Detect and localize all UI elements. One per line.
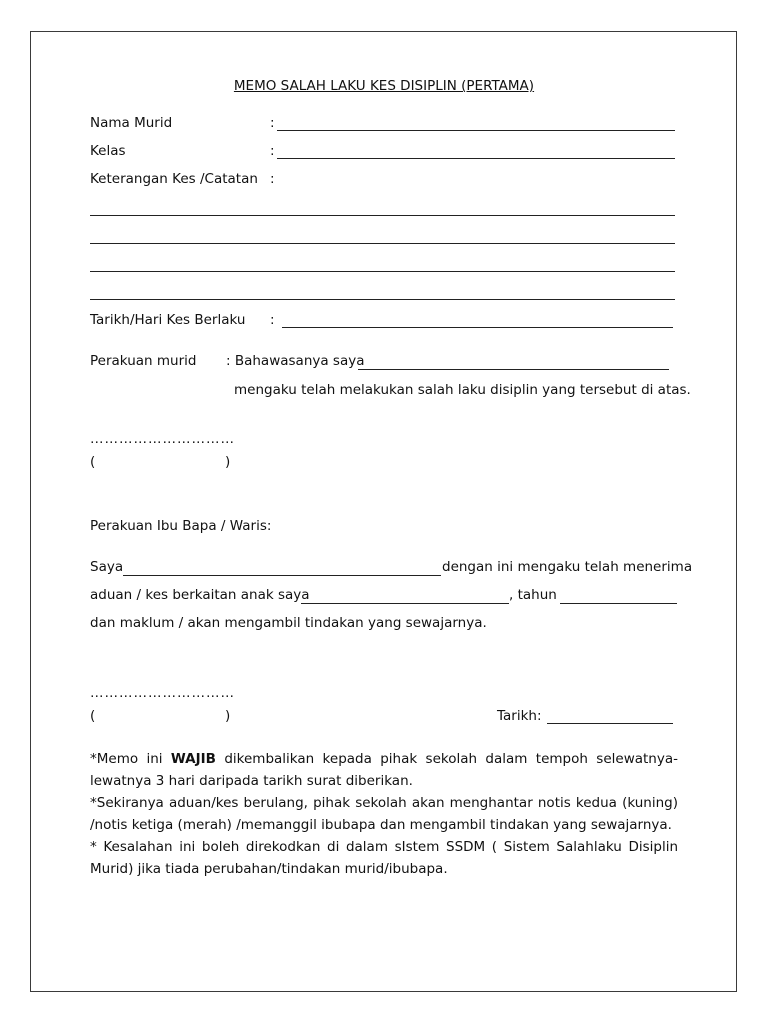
tahun-label: , tahun: [509, 587, 557, 603]
nama-anak-field[interactable]: [301, 603, 509, 604]
colon: :: [270, 171, 275, 187]
colon: :: [270, 115, 275, 131]
notes-block: [90, 748, 678, 880]
dengan-ini-text: dengan ini mengaku telah menerima: [442, 559, 693, 575]
nama-murid-field[interactable]: [277, 130, 675, 131]
tahun-field[interactable]: [560, 603, 677, 604]
paren-open: (: [90, 454, 96, 470]
note-wajib: [90, 748, 678, 792]
note-wajib-bold: WAJIB: [170, 751, 216, 767]
keterangan-line-1[interactable]: [90, 215, 675, 216]
kelas-field[interactable]: [277, 158, 675, 159]
tarikh-hari-field[interactable]: [282, 327, 673, 328]
nama-ibubapa-field[interactable]: [123, 575, 441, 576]
tarikh-label: Tarikh:: [497, 708, 542, 724]
keterangan-line-4[interactable]: [90, 299, 675, 300]
perakuan-murid-prefix: : Bahawasanya saya: [226, 353, 365, 369]
colon: :: [270, 143, 275, 159]
nama-murid-label: Nama Murid: [90, 115, 173, 131]
memo-title: MEMO SALAH LAKU KES DISIPLIN (PERTAMA): [233, 78, 535, 94]
nama-saya-field[interactable]: [358, 369, 669, 370]
student-signature-line[interactable]: …………………………: [90, 431, 235, 447]
aduan-text: aduan / kes berkaitan anak saya: [90, 587, 310, 603]
colon: :: [270, 312, 275, 328]
note-kesalahan: * Kesalahan ini boleh direkodkan di dalam sIstem SSDM ( Sistem Salahlaku Disiplin Murid) jika tiada perubahan/tindakan murid/ibubapa.: [90, 839, 678, 877]
dan-maklum-text: dan maklum / akan mengambil tindakan yang sewajarnya.: [90, 615, 487, 631]
keterangan-line-2[interactable]: [90, 243, 675, 244]
note-wajib-pre: *Memo ini: [90, 751, 171, 767]
paren-close: ): [225, 454, 231, 470]
tarikh-hari-label: Tarikh/Hari Kes Berlaku: [90, 312, 246, 328]
paren-close: ): [225, 708, 231, 724]
paren-open: (: [90, 708, 96, 724]
note-sekiranya: *Sekiranya aduan/kes berulang, pihak sekolah akan menghantar notis kedua (kuning) /notis ketiga (merah) /memanggil ibubapa dan mengambil tindakan yang sewajarnya.: [90, 795, 678, 833]
kelas-label: Kelas: [90, 143, 126, 159]
parent-signature-line[interactable]: …………………………: [90, 685, 235, 701]
keterangan-line-3[interactable]: [90, 271, 675, 272]
perakuan-murid-label: Perakuan murid: [90, 353, 197, 369]
saya-label: Saya: [90, 559, 124, 575]
perakuan-murid-statement: mengaku telah melakukan salah laku disiplin yang tersebut di atas.: [234, 382, 691, 398]
perakuan-ibubapa-heading: Perakuan Ibu Bapa / Waris:: [90, 518, 272, 534]
tarikh-field[interactable]: [547, 723, 673, 724]
keterangan-label: Keterangan Kes /Catatan: [90, 171, 258, 187]
note-wajib-post: dikembalikan kepada pihak sekolah dalam tempoh selewatnya-lewatnya 3 hari daripada tarikh surat diberikan.: [90, 751, 678, 789]
